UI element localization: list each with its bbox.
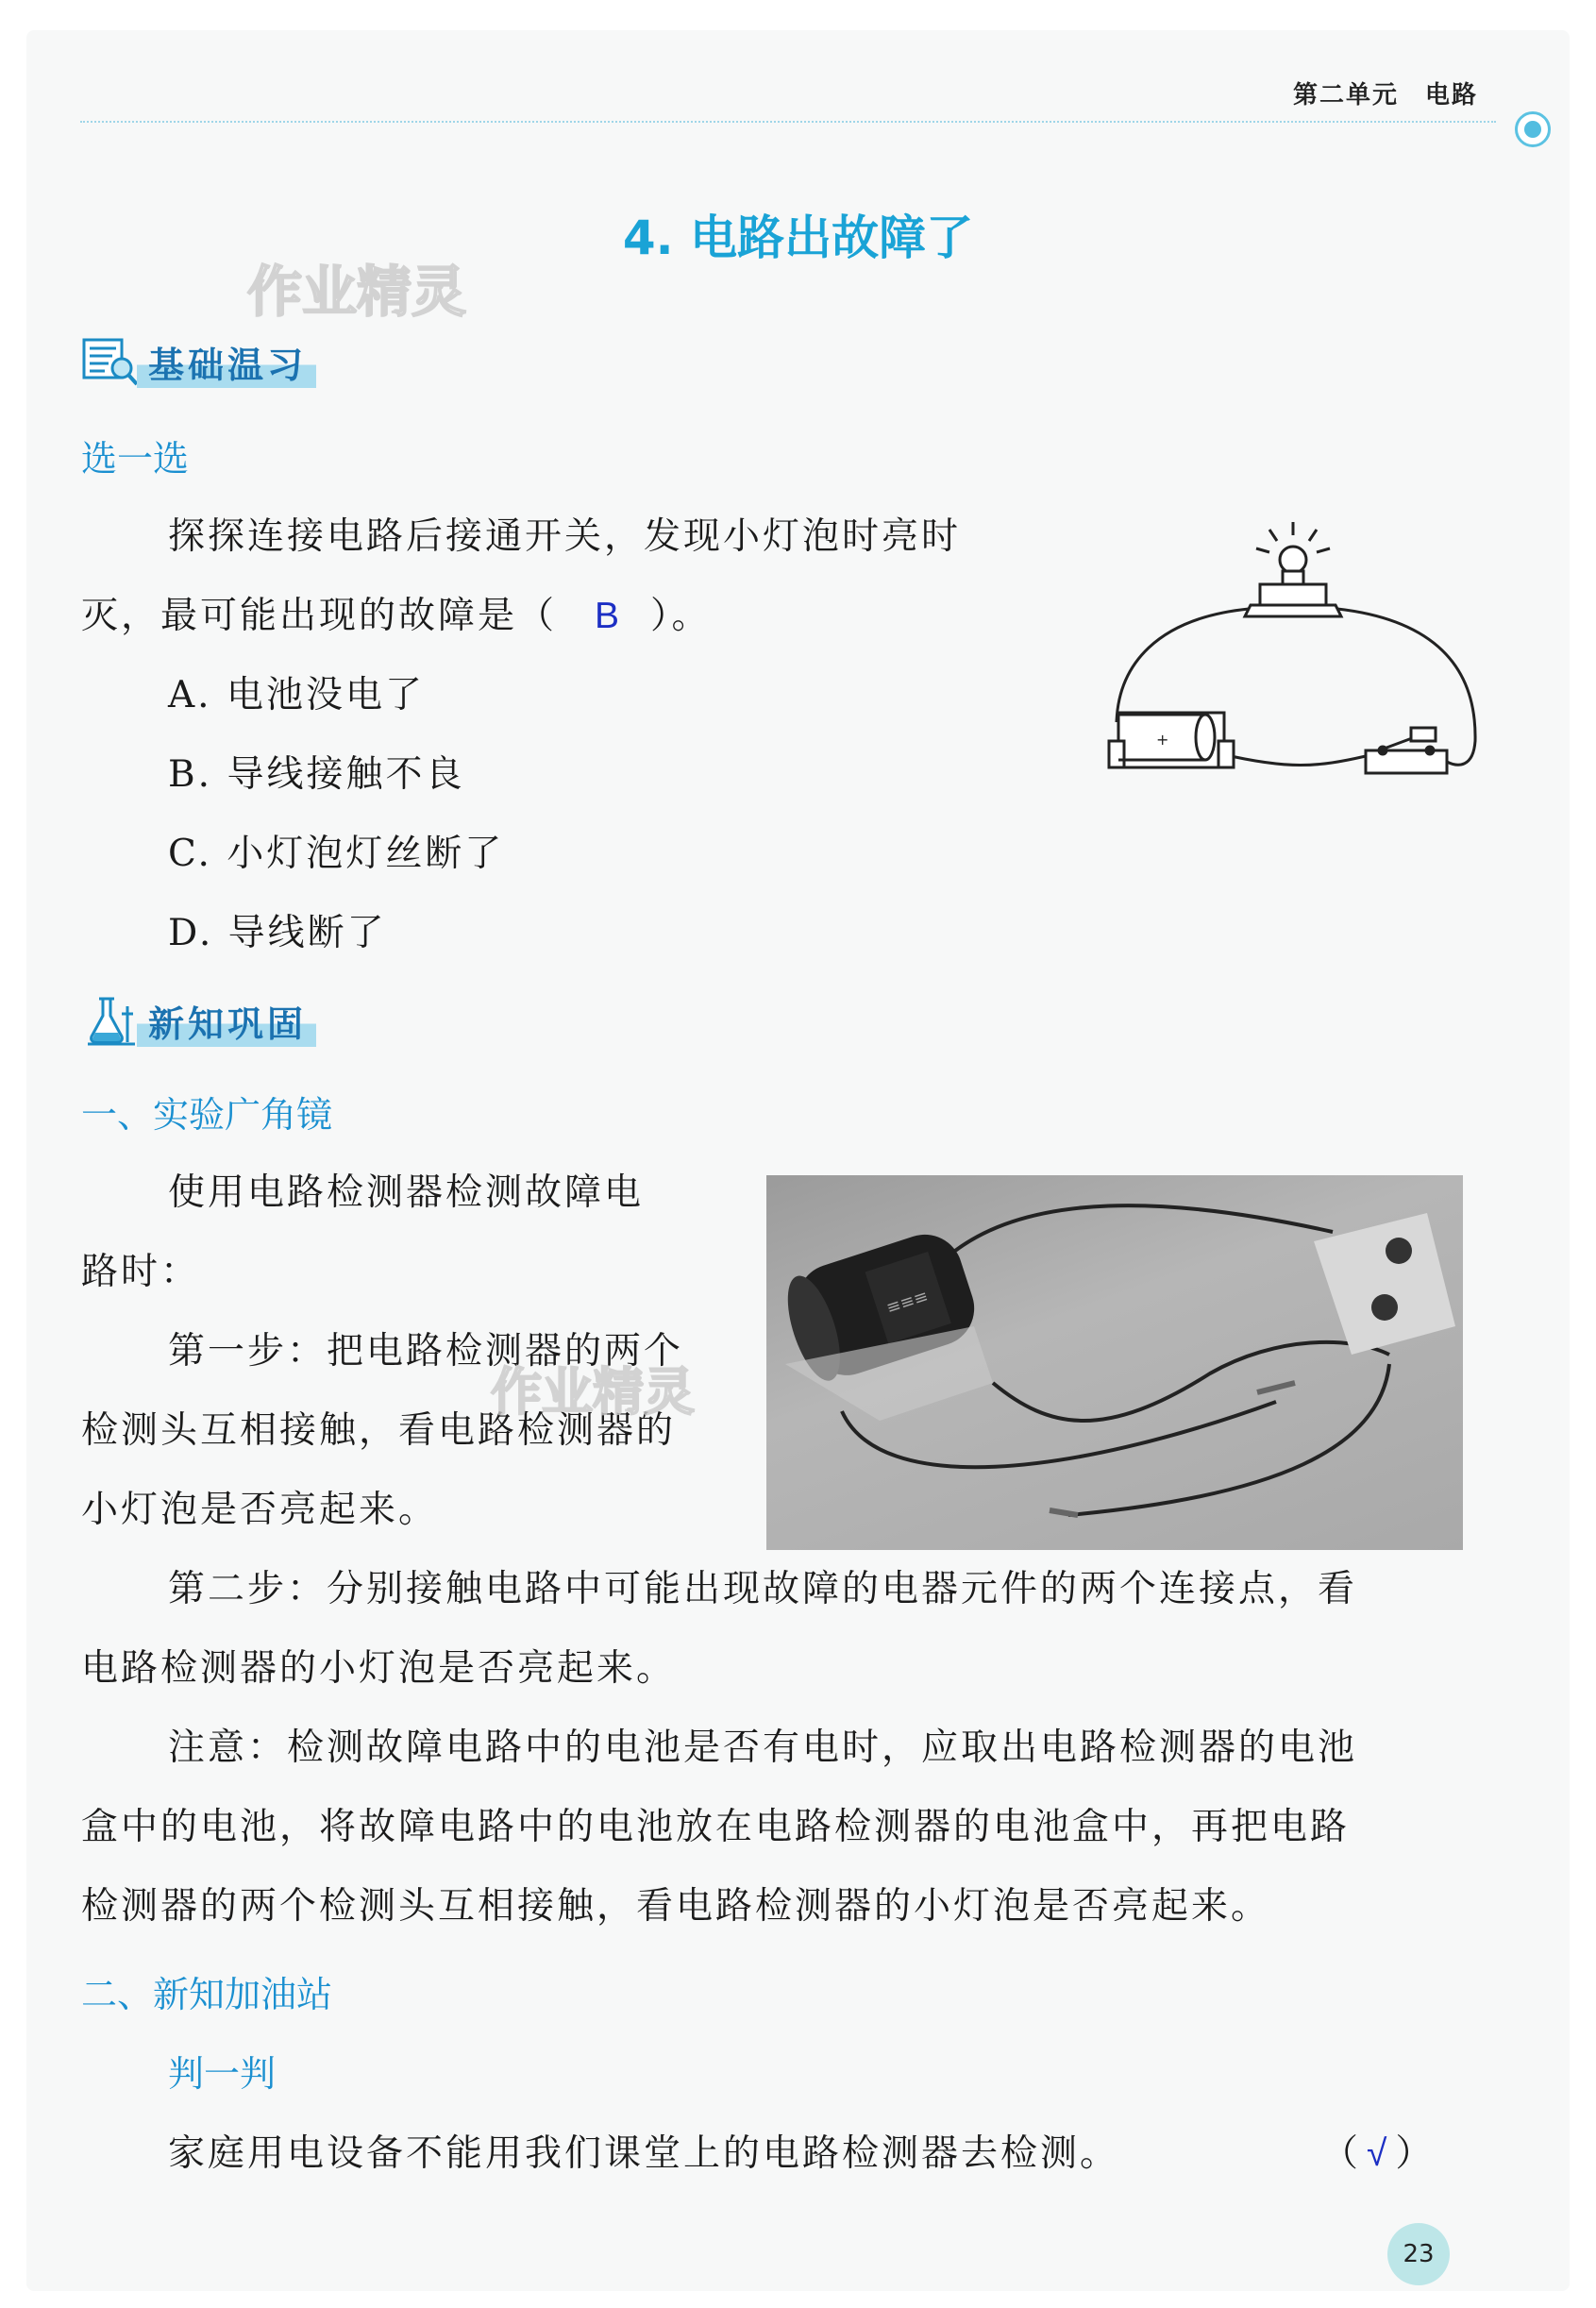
notebook-magnifier-icon (80, 332, 141, 391)
svg-text:≡≡≡: ≡≡≡ (883, 1286, 932, 1319)
new-knowledge-station-heading: 二、新知加油站 (81, 1974, 333, 2015)
circuit-illustration (1100, 514, 1487, 798)
watermark-top: 作业精灵 (247, 260, 467, 324)
question-line-2: 灭，最可能出现的故障是（ B ）。 (81, 595, 712, 637)
judge-answer-box: （ √ ） (1321, 2132, 1436, 2175)
step2-line-2: 电路检测器的小灯泡是否亮起来。 (81, 1647, 677, 1690)
svg-text:+: + (1156, 731, 1169, 749)
flask-icon (80, 991, 141, 1050)
option-c: C. 小灯泡灯丝断了 (168, 833, 505, 875)
option-d: D. 导线断了 (168, 912, 387, 954)
judge-statement: 家庭用电设备不能用我们课堂上的电路检测器去检测。 (168, 2132, 1120, 2175)
section-basic-review-label: 基础温习 (137, 336, 316, 388)
header-divider (80, 121, 1496, 123)
step1-line-1: 第一步：把电路检测器的两个 (168, 1330, 684, 1373)
judge-answer: √ (1367, 2133, 1390, 2174)
section-new-knowledge (80, 991, 316, 1050)
intro-line-1: 使用电路检测器检测故障电 (168, 1171, 645, 1214)
option-b: B. 导线接触不良 (168, 753, 465, 796)
step2-line-1: 第二步：分别接触电路中可能出现故障的电器元件的两个连接点，看 (168, 1568, 1358, 1610)
page-number: 23 (1387, 2223, 1450, 2285)
option-a: A. 电池没电了 (168, 674, 425, 716)
header-circle-ornament (1515, 111, 1551, 147)
note-line-2: 盒中的电池，将故障电路中的电池放在电路检测器的电池盒中，再把电路 (81, 1806, 1351, 1848)
intro-line-2: 路时： (81, 1251, 201, 1293)
judge-heading: 判一判 (168, 2053, 277, 2095)
circuit-tester-photo (766, 1175, 1463, 1550)
choose-heading: 选一选 (81, 438, 190, 480)
watermark-photo: 作业精灵 (491, 1362, 695, 1422)
step1-line-2: 检测头互相接触，看电路检测器的 (81, 1409, 677, 1452)
experiment-heading: 一、实验广角镜 (81, 1094, 333, 1136)
section-new-knowledge-label: 新知巩固 (137, 995, 316, 1047)
question-answer: B (595, 596, 623, 636)
unit-header: 第二单元 电路 (1292, 81, 1478, 110)
section-basic-review (80, 332, 316, 391)
note-line-3: 检测器的两个检测头互相接触，看电路检测器的小灯泡是否亮起来。 (81, 1885, 1271, 1928)
step1-line-3: 小灯泡是否亮起来。 (81, 1489, 439, 1531)
lesson-title: 4. 电路出故障了 (622, 211, 974, 265)
note-line-1: 注意：检测故障电路中的电池是否有电时，应取出电路检测器的电池 (168, 1727, 1358, 1769)
question-line-1: 探探连接电路后接通开关，发现小灯泡时亮时 (168, 515, 962, 558)
